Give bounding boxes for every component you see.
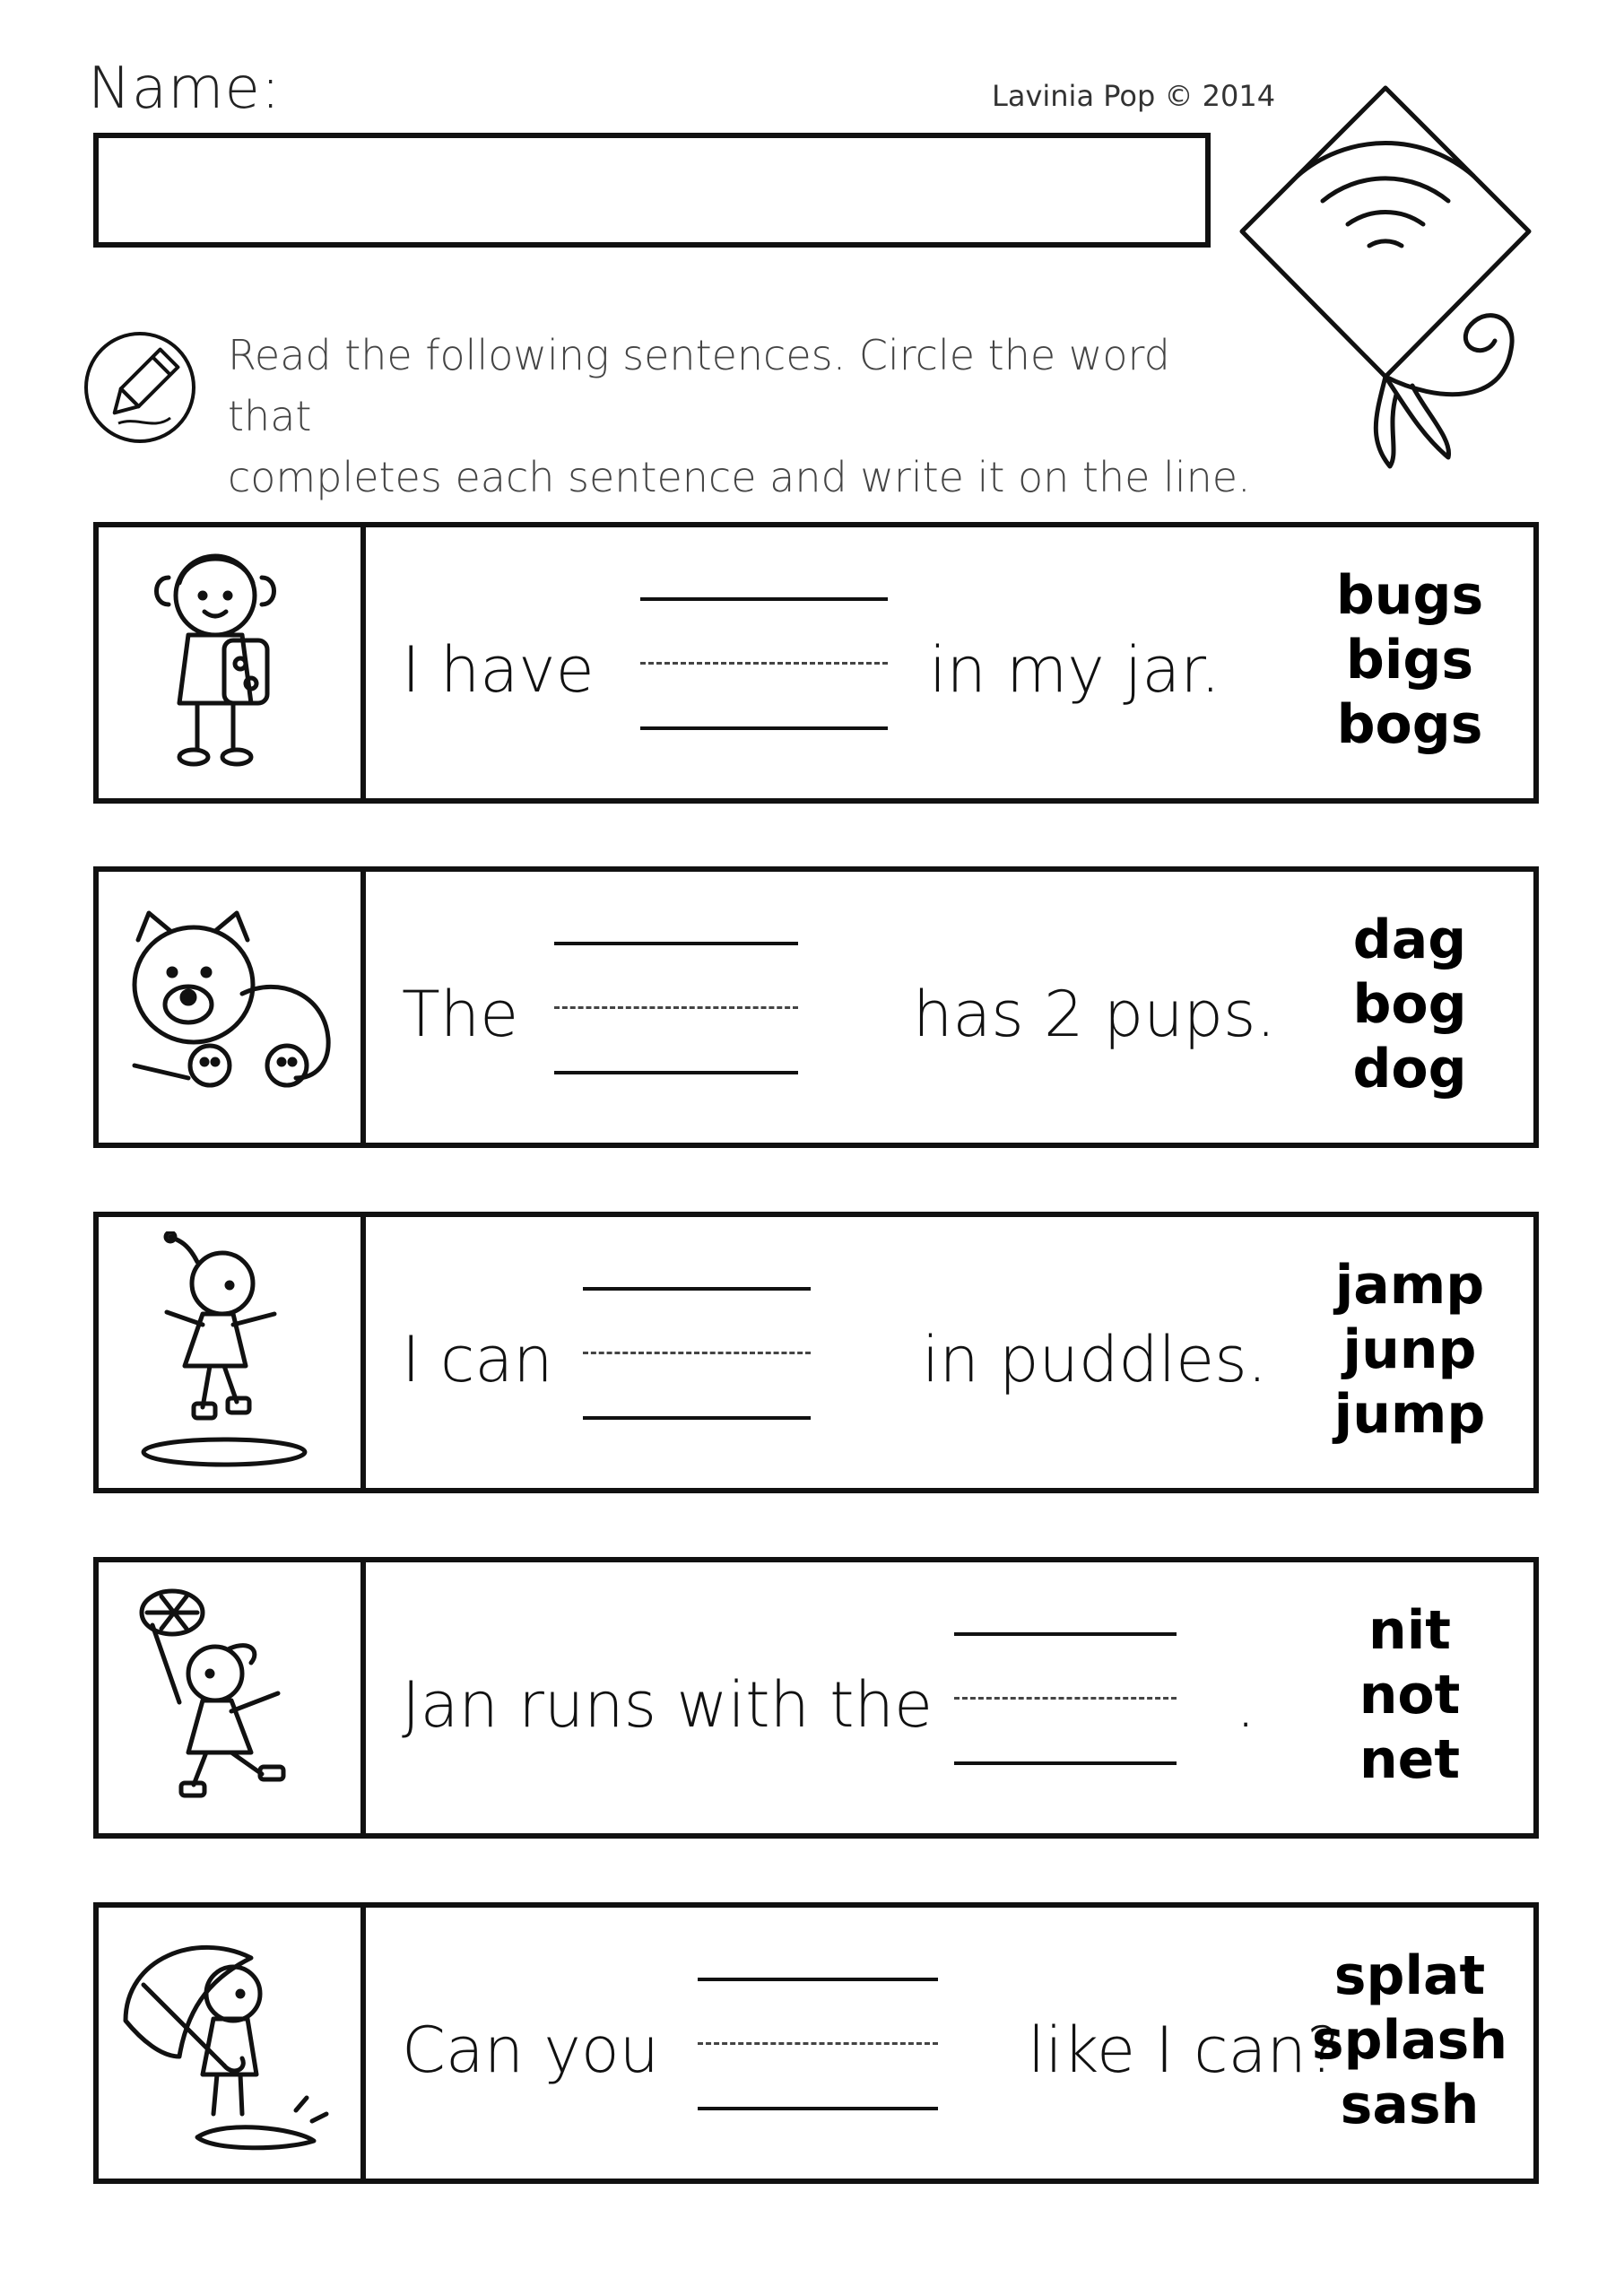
exercise-row-2 — [93, 866, 1539, 1148]
word-choices — [1311, 1944, 1508, 2137]
picture-cell — [99, 527, 366, 798]
choice-word[interactable]: not — [1359, 1664, 1461, 1726]
answer-line[interactable] — [583, 1287, 811, 1418]
choice-word[interactable]: bogs — [1336, 693, 1483, 756]
sentence-end: like I can? — [1028, 2013, 1341, 2087]
word-choices — [1311, 1598, 1508, 1792]
choice-word[interactable]: bugs — [1335, 564, 1484, 627]
choice-word[interactable]: dag — [1352, 909, 1467, 971]
kite-icon — [1233, 81, 1556, 484]
choice-word[interactable]: net — [1359, 1728, 1461, 1791]
choice-word[interactable]: junp — [1342, 1318, 1477, 1381]
copyright-text: Lavinia Pop © 2014 — [992, 79, 1276, 113]
sentence-start: Can you — [402, 2013, 660, 2087]
picture-cell — [99, 1217, 366, 1488]
word-choices — [1311, 1253, 1508, 1447]
sentence-start: Jan runs with the — [402, 1668, 934, 1742]
name-label: Name: — [88, 56, 282, 122]
girl-with-net-icon — [117, 1577, 343, 1813]
exercise-row-3 — [93, 1212, 1539, 1493]
girl-with-jar-icon — [117, 542, 343, 778]
instructions-text — [228, 325, 1259, 508]
choice-word[interactable]: jamp — [1334, 1254, 1485, 1317]
exercise-row-1 — [93, 522, 1539, 804]
exercise-row-5 — [93, 1902, 1539, 2184]
dog-with-pups-icon — [117, 886, 343, 1123]
choice-word[interactable]: bog — [1352, 973, 1467, 1036]
instructions-line-1: Read the following sentences. Circle the word that — [228, 331, 1170, 440]
girl-jumping-puddle-icon — [117, 1231, 343, 1468]
choice-word[interactable]: nit — [1368, 1599, 1451, 1662]
answer-line[interactable] — [640, 597, 888, 728]
choice-word[interactable]: jump — [1333, 1383, 1486, 1446]
sentence-end: in puddles. — [922, 1323, 1267, 1396]
choice-word[interactable]: bigs — [1345, 629, 1474, 691]
sentence-start: I can — [402, 1323, 553, 1396]
answer-line[interactable] — [554, 942, 798, 1073]
choice-word[interactable]: splat — [1333, 1944, 1486, 2007]
picture-cell — [99, 872, 366, 1143]
choice-word[interactable]: sash — [1340, 2074, 1480, 2136]
word-choices — [1311, 908, 1508, 1101]
girl-with-umbrella-icon — [117, 1922, 343, 2159]
pencil-icon — [83, 330, 197, 445]
word-choices — [1311, 563, 1508, 757]
choice-word[interactable]: splash — [1311, 2009, 1508, 2072]
sentence-start: The — [402, 978, 519, 1051]
name-field[interactable] — [93, 133, 1211, 248]
sentence-end: has 2 pups. — [913, 978, 1276, 1051]
picture-cell — [99, 1908, 366, 2179]
choice-word[interactable]: dog — [1352, 1038, 1467, 1100]
exercise-row-4 — [93, 1557, 1539, 1839]
sentence-end: in my jar. — [929, 633, 1220, 707]
instructions-line-2: completes each sentence and write it on the line. — [228, 453, 1251, 501]
answer-line[interactable] — [954, 1632, 1177, 1763]
sentence-start: I have — [402, 633, 595, 707]
answer-line[interactable] — [698, 1978, 938, 2109]
sentence-end: . — [1236, 1668, 1256, 1742]
picture-cell — [99, 1562, 366, 1833]
